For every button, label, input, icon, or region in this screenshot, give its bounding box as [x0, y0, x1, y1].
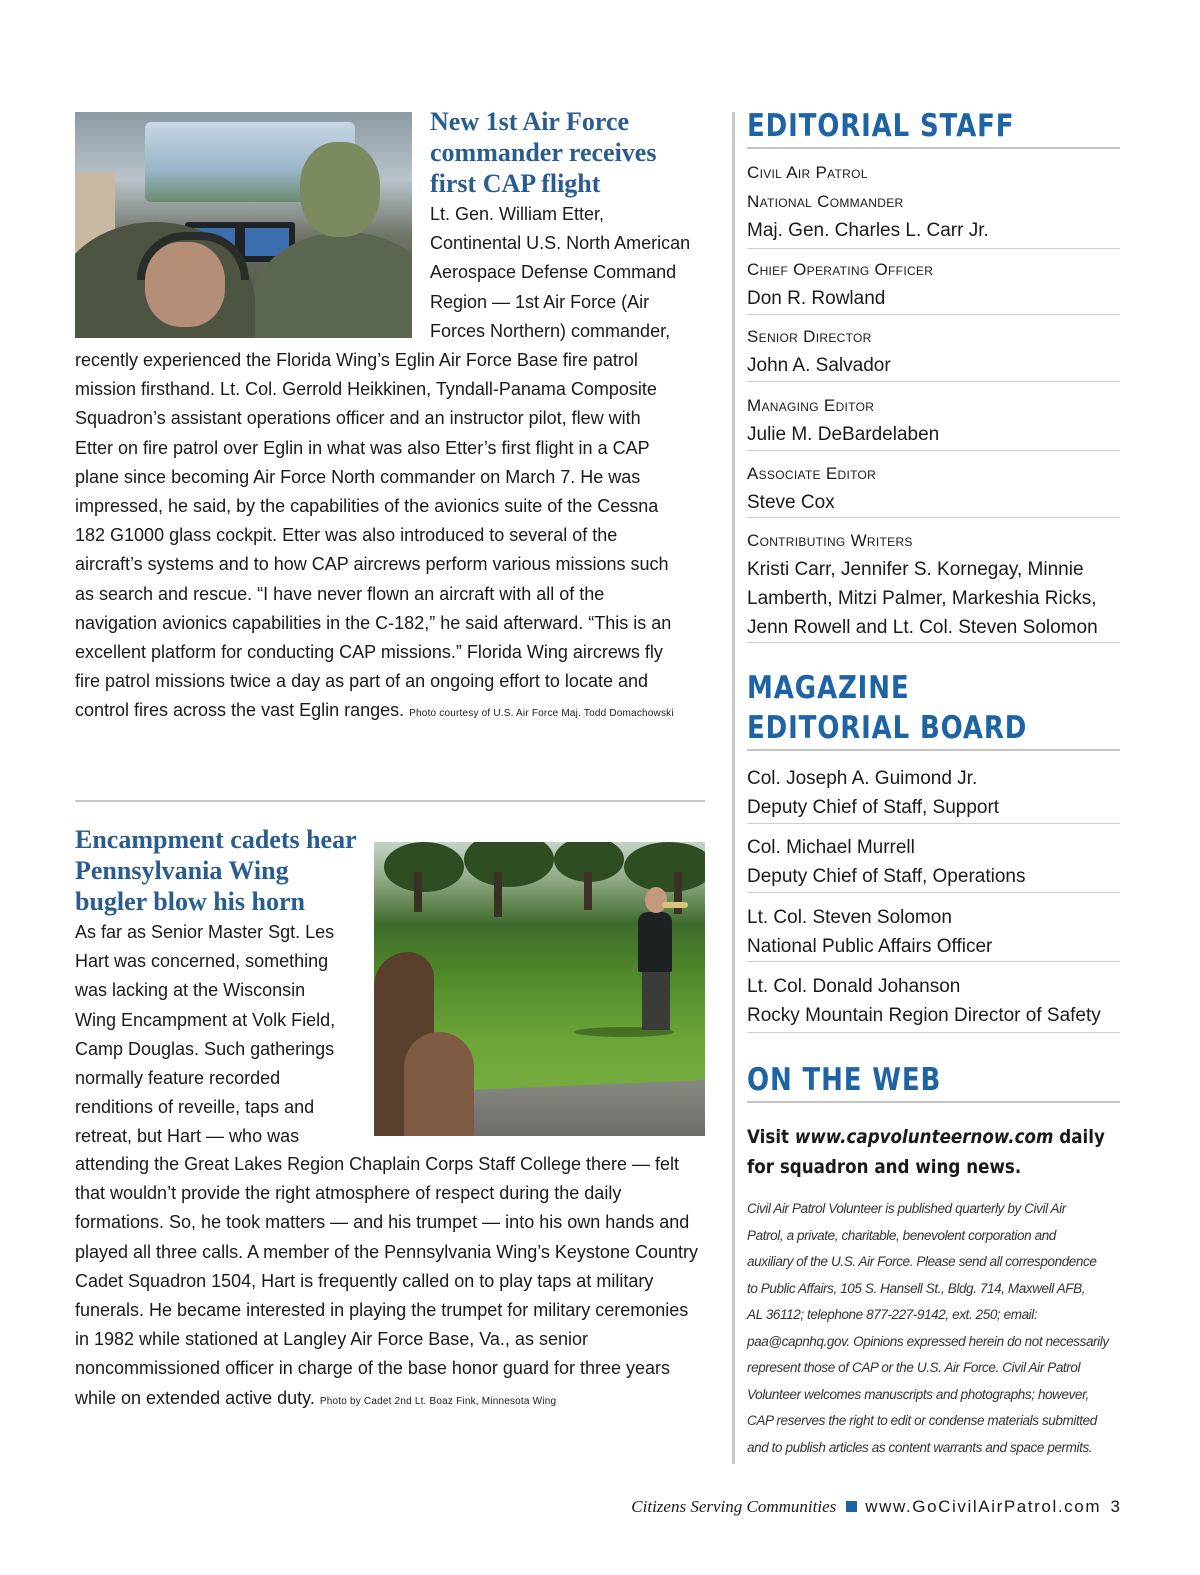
- web-promo: [747, 1122, 1120, 1182]
- notice-line: and to publish articles as content warrants and space permits.: [747, 1439, 1093, 1455]
- board-member-position: Deputy Chief of Staff, Support: [747, 797, 1000, 818]
- article1-headline-line: commander receives: [430, 138, 657, 167]
- editorial-staff-heading: EDITORIAL STAFF: [747, 108, 1015, 144]
- article2-wrap-text: [75, 918, 365, 1152]
- web-promo-suffix: daily: [1053, 1126, 1105, 1148]
- staff-name: Steve Cox: [747, 492, 835, 513]
- article2-wrap-line: retreat, but Hart — who was: [75, 1126, 300, 1147]
- board-member-name: Lt. Col. Steven Solomon: [747, 907, 952, 928]
- article2-headline: [75, 824, 365, 917]
- on-the-web-heading: ON THE WEB: [747, 1062, 942, 1098]
- article2-wrap-line: As far as Senior Master Sgt. Les: [75, 922, 335, 942]
- staff-name: Julie M. DeBardelaben: [747, 424, 940, 445]
- staff-name: John A. Salvador: [747, 355, 891, 376]
- article2-body: [75, 1150, 700, 1416]
- board-member: [747, 903, 1120, 961]
- notice-line: Patrol, a private, charitable, benevolent corporation and: [747, 1227, 1056, 1243]
- editorial-board-heading: MAGAZINE EDITORIAL BOARD: [747, 670, 1028, 746]
- article2-photo-credit: Photo by Cadet 2nd Lt. Boaz Fink, Minnesota Wing: [319, 1395, 557, 1407]
- entry-rule: [747, 248, 1120, 249]
- board-member: [747, 972, 1120, 1030]
- web-promo-url-link[interactable]: www.capvolunteernow.com: [794, 1126, 1054, 1148]
- article1-body: [75, 346, 675, 729]
- staff-name: Kristi Carr, Jennifer S. Kornegay, Minnie: [747, 559, 1084, 580]
- article1-wrap-text: [430, 200, 720, 346]
- article1-wrap-line: Continental U.S. North American: [430, 233, 691, 254]
- board-member-position: National Public Affairs Officer: [747, 936, 993, 957]
- article1-wrap-line: Lt. Gen. William Etter,: [430, 204, 605, 224]
- cockpit-photo: [75, 112, 412, 338]
- notice-line: represent those of CAP or the U.S. Air Force. Civil Air Patrol: [747, 1360, 1081, 1375]
- article1-headline-line: New 1st Air Force: [430, 107, 630, 136]
- staff-entry: [747, 158, 1120, 245]
- publication-notice: [747, 1196, 1120, 1461]
- article1-wrap-line: Forces Northern) commander,: [430, 320, 671, 341]
- article1-wrap-line: Aerospace Defense Command: [430, 262, 677, 283]
- article1-headline-line: first CAP flight: [430, 169, 601, 198]
- square-bullet-icon: [846, 1501, 857, 1512]
- article2-headline-line: bugler blow his horn: [75, 887, 305, 916]
- staff-entry: [747, 255, 1120, 313]
- notice-line: paa@capnhq.gov. Opinions expressed herein do not necessarily: [747, 1333, 1109, 1349]
- article2-wrap-line: Wing Encampment at Volk Field,: [75, 1009, 336, 1030]
- staff-name: Jenn Rowell and Lt. Col. Steven Solomon: [747, 617, 1098, 638]
- staff-name: Don R. Rowland: [747, 288, 886, 309]
- article1-photo-credit: Photo courtesy of U.S. Air Force Maj. Todd Domachowski: [409, 708, 674, 720]
- bugler-photo: [374, 842, 705, 1136]
- staff-role: Associate Editor: [747, 464, 877, 483]
- article1-body-text: recently experienced the Florida Wing’s Eglin Air Force Base fire patrol mission firsthand. Lt. Col. Gerrold Heikkinen, Tyndall-Panama Composite Squadron’s assistant operations officer and an instructor pilot, flew with Etter on fire patrol over Eglin in what was also Etter’s first flight in a CAP plane since becoming Air Force North commander on March 7. He was impressed, he said, by the capabilities of the avionics suite of the Cessna 182 G1000 glass cockpit. Etter was also introduced to several of the aircraft’s systems and to how CAP aircrews perform various missions such as search and rescue. “I have never flown an aircraft with all of the navigation avionics capabilities in the C-182,” he said afterward. “This is an excellent platform for conducting CAP missions.” Florida Wing aircrews fly fire patrol missions twice a day as part of an ongoing effort to locate and control fires across the vast Eglin ranges.: [75, 350, 672, 721]
- staff-entry: [747, 391, 1120, 449]
- staff-name: Maj. Gen. Charles L. Carr Jr.: [747, 220, 989, 241]
- staff-entry: [747, 526, 1120, 642]
- section-rule: [747, 1101, 1120, 1103]
- section-rule: [747, 749, 1120, 751]
- staff-entry: [747, 459, 1120, 517]
- staff-role: Senior Director: [747, 327, 872, 346]
- web-promo-line2: for squadron and wing news.: [747, 1156, 1022, 1178]
- staff-role: Civil Air Patrol: [747, 163, 868, 182]
- entry-rule: [747, 450, 1120, 451]
- entry-rule: [747, 381, 1120, 382]
- staff-role: National Commander: [747, 192, 904, 211]
- section-rule: [747, 147, 1120, 149]
- board-member-name: Col. Michael Murrell: [747, 837, 915, 858]
- entry-rule: [747, 517, 1120, 518]
- web-promo-prefix: Visit: [747, 1126, 795, 1148]
- entry-rule: [747, 892, 1120, 893]
- staff-role: Contributing Writers: [747, 531, 913, 550]
- notice-line: auxiliary of the U.S. Air Force. Please send all correspondence: [747, 1254, 1097, 1269]
- article2-headline-line: Encampment cadets hear: [75, 825, 357, 854]
- article2-wrap-line: normally feature recorded: [75, 1068, 281, 1089]
- footer-tagline: Citizens Serving Communities: [631, 1497, 837, 1516]
- board-member-name: Col. Joseph A. Guimond Jr.: [747, 768, 978, 789]
- article2-body-text: attending the Great Lakes Region Chaplain Corps Staff College there — felt that wouldn’t provide the right atmosphere of respect during the daily formations. So, he took matters — and his trumpet — into his own hands and played all three calls. A member of the Pennsylvania Wing’s Keystone Country Cadet Squadron 1504, Hart is frequently called on to play taps at military funerals. He became interested in playing the trumpet for military ceremonies in 1982 while stationed at Langley Air Force Base, Va., as senior noncommissioned officer in charge of the base honor guard for three years while on extended active duty.: [75, 1154, 698, 1408]
- board-member: [747, 764, 1120, 822]
- article1-wrap-line: Region — 1st Air Force (Air: [430, 291, 650, 312]
- board-member-position: Rocky Mountain Region Director of Safety: [747, 1005, 1101, 1026]
- staff-role: Managing Editor: [747, 396, 875, 415]
- page-footer: [631, 1495, 1120, 1519]
- article2-wrap-line: renditions of reveille, taps and: [75, 1097, 315, 1118]
- board-member-position: Deputy Chief of Staff, Operations: [747, 866, 1026, 887]
- entry-rule: [747, 1032, 1120, 1033]
- column-rule: [732, 112, 735, 1464]
- entry-rule: [747, 823, 1120, 824]
- entry-rule: [747, 961, 1120, 962]
- notice-line: Volunteer welcomes manuscripts and photographs; however,: [747, 1386, 1089, 1402]
- notice-line: Civil Air Patrol Volunteer is published quarterly by Civil Air: [747, 1201, 1066, 1216]
- article2-wrap-line: Hart was concerned, something: [75, 951, 329, 972]
- article2-wrap-line: was lacking at the Wisconsin: [75, 980, 306, 1001]
- article2-wrap-line: Camp Douglas. Such gatherings: [75, 1038, 335, 1059]
- entry-rule: [747, 642, 1120, 643]
- staff-role: Chief Operating Officer: [747, 260, 934, 279]
- entry-rule: [747, 314, 1120, 315]
- article1-headline: [430, 106, 720, 199]
- board-member-name: Lt. Col. Donald Johanson: [747, 976, 961, 997]
- notice-line: AL 36112; telephone 877-227-9142, ext. 250; email:: [747, 1307, 1038, 1322]
- board-member: [747, 833, 1120, 891]
- staff-name: Lamberth, Mitzi Palmer, Markeshia Ricks,: [747, 588, 1097, 609]
- article-divider: [75, 800, 705, 802]
- article2-headline-line: Pennsylvania Wing: [75, 856, 289, 885]
- notice-line: to Public Affairs, 105 S. Hansell St., Bldg. 714, Maxwell AFB,: [747, 1280, 1086, 1296]
- footer-url-link[interactable]: www.GoCivilAirPatrol.com: [865, 1497, 1102, 1516]
- notice-line: CAP reserves the right to edit or condense materials submitted: [747, 1413, 1097, 1428]
- page-number: 3: [1110, 1497, 1120, 1516]
- staff-entry: [747, 322, 1120, 380]
